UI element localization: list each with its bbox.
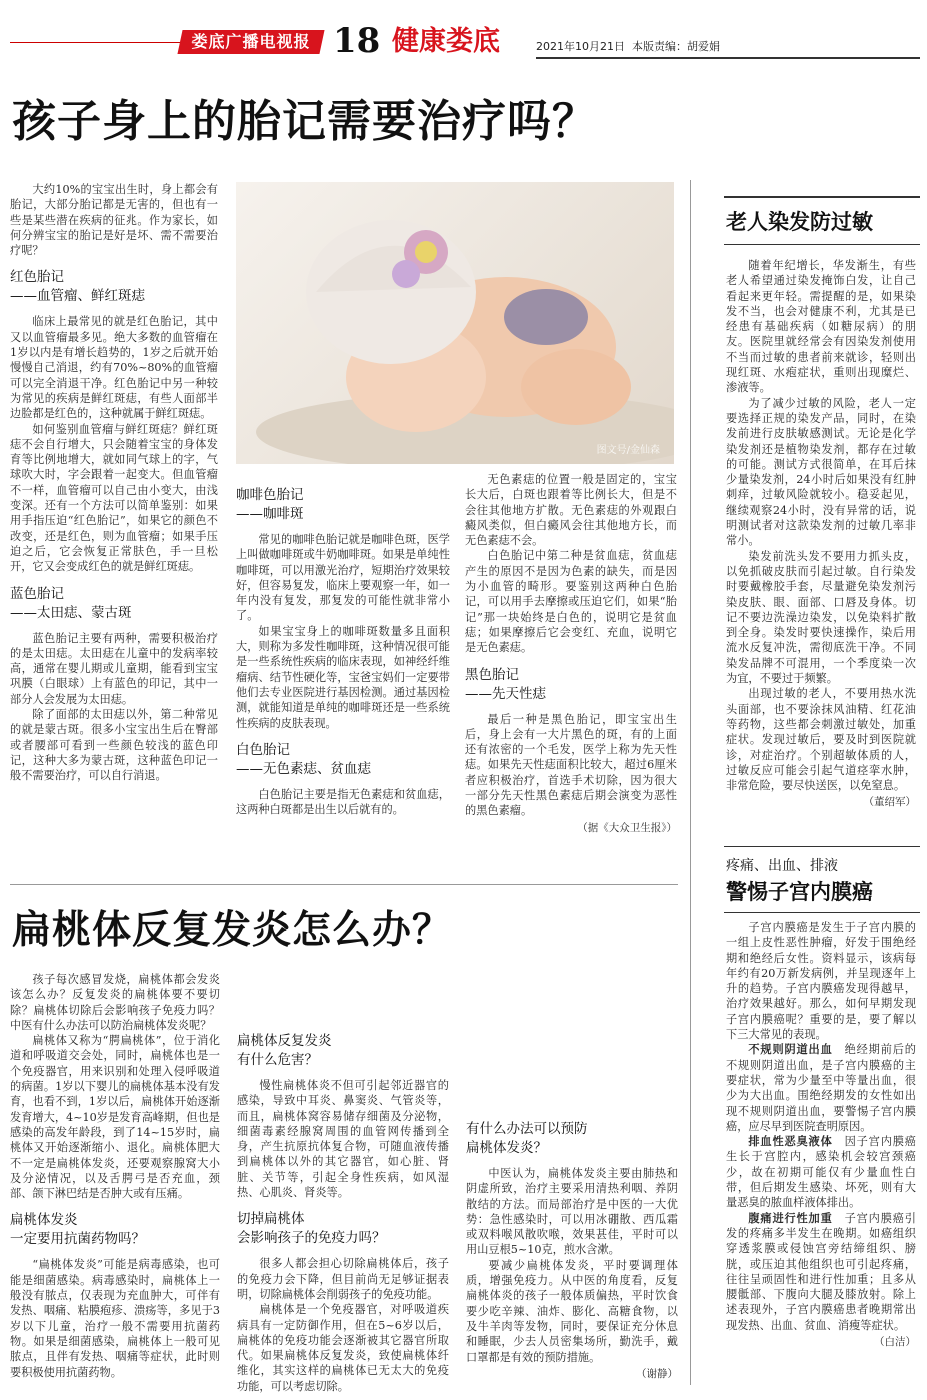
paragraph: 白色胎记中第二种是贫血痣，贫血痣产生的原因不是因为色素的缺失，而是因为小血管的畸形。要鉴别这两种白色胎记，可以用手去摩擦或压迫它们，如果“胎记”那一块始终是白色的，说明它是贫血痣；如果摩擦后它会变红、充血，说明它是无色素痣。 <box>465 549 677 655</box>
paragraph: 临床上最常见的就是红色胎记，其中又以血管瘤最多见。绝大多数的血管瘤在1岁以内是有增长趋势的，1岁之后就开始慢慢自己消退，约有70%~80%的血管瘤可以完全消退干净。红色胎记中另一种较为常见的疾病是鲜红斑痣，有些人面部半边脸都是红色的，这种就属于鲜红斑痣。 <box>10 315 218 421</box>
article4-col2 <box>237 972 449 1394</box>
section-heading-harm <box>237 1032 449 1070</box>
article4-col3 <box>466 1110 678 1382</box>
article1-credit: （据《大众卫生报》） <box>577 821 677 834</box>
paragraph: 如果宝宝身上的咖啡斑数量多且面积大，则称为多发性咖啡斑，这种情况很可能是一些系统性疾病的临床表现，如神经纤维瘤病、结节性硬化等，宝爸宝妈们一定要带他们去专业医院进行基因检测。通过基因检测，就能知道是单纯的咖啡斑还是一些系统性疾病的皮肤表现。 <box>236 624 450 730</box>
issue-date: 2021年10月21日 <box>536 40 625 53</box>
paragraph: 为了减少过敏的风险，老人一定要选择正规的染发产品，同时，在染发前进行皮肤敏感测试。无论是化学染发剂还是植物染发剂，都存在过敏的可能。测试方式很简单，在耳后抹少量染发剂，24小时后如果没有红肿刺痒，过敏风险就较小。稳妥起见，继续观察24小时，没有异常的话，说明测试者对这款染发剂的过敏几率非常小。 <box>726 396 916 548</box>
heading-text: 红色胎记 <box>10 269 64 286</box>
article4-title: 扁桃体反复发炎怎么办？ <box>12 908 453 953</box>
article4-top-rule <box>10 884 678 885</box>
paragraph: 蓝色胎记主要有两种，需要积极治疗的是太田痣。太田痣在儿童中的发病率较高，通常在婴儿期或儿童期，能看到宝宝巩膜（白眼球）上有蓝色的印记，其中一部分人会发展为太田痣。 <box>10 631 218 706</box>
article2-title-rule <box>724 244 920 245</box>
baby-photo <box>236 182 674 464</box>
heading-text: 白色胎记 <box>236 741 290 758</box>
page-number: 18 <box>333 21 381 61</box>
section-heading-antibiotics <box>10 1211 220 1249</box>
article3-body <box>726 920 916 1350</box>
heading-line2: 有什么危害？ <box>237 1052 318 1068</box>
item-text: 子宫内膜癌引发的疼痛多半发生在晚期。如癌组织穿透浆膜或侵蚀宫旁结缔组织、膀胱，或压迫其他组织也可引起疼痛，往往呈顽固性和进行性加重；且多从腰骶部、下腹向大腿及膝放射。除上述表现外，子宫内膜癌患者晚期常出现发热、出血、贫血、消瘦等症状。 <box>726 1211 916 1332</box>
paragraph: 孩子每次感冒发烧，扁桃体都会发炎该怎么办？反复发炎的扁桃体要不要切除？扁桃体切除后会影响孩子免疫力吗？中医有什么办法可以防治扁桃体发炎呢？ <box>10 973 220 1032</box>
paragraph: 中医认为，扁桃体发炎主要由肺热和阴虚所致，治疗主要采用清热利咽、养阴散结的方法。而局部治疗是中医的一大优势：急性感染时，可以用冰硼散、西瓜霜或双料喉风散吹喉，效果甚佳，平时可以用山豆根5~10克，煎水含漱。 <box>466 1167 678 1257</box>
paragraph: 随着年纪增长，华发渐生，有些老人希望通过染发掩饰白发，让自己看起来更年轻。需提醒的是，如果染发不当，也会对健康不利，尤其是已经患有基础疾病（如糖尿病）的朋友。医院里就经常会有因染发剂使用不当而过敏的患者前来就诊，轻则出现红斑、水疱症状，重则出现糜烂、渗液等。 <box>726 259 916 395</box>
heading-line1: 有什么办法可以预防 <box>466 1121 588 1137</box>
paragraph: 子宫内膜癌是发生于子宫内膜的一组上皮性恶性肿瘤，好发于围绝经期和绝经后女性。资料显示，该病每年约有20万新发病例，并呈现逐年上升的趋势。子宫内膜癌发现得越早，治疗效果越好。那么，如何早期发现子宫内膜癌呢？重要的是，要了解以下三大常见的表现。 <box>726 921 916 1042</box>
paragraph: 扁桃体是一个免疫器官，对呼吸道疾病具有一定防御作用，但在5~6岁以后，扁桃体的免疫功能会逐渐被其它器官所取代。如果扁桃体反复发炎，致使扁桃体纤维化，其实这样的扁桃体已无太大的免疫功能，可以考虑切除。 <box>237 1303 449 1393</box>
subheading-text: ——先天性痣 <box>465 685 546 702</box>
article2-top-rule <box>724 196 920 198</box>
item-lead: 腹痛进行性加重 <box>748 1211 833 1225</box>
article3-title: 警惕子宫内膜癌 <box>726 880 873 904</box>
paragraph <box>726 1134 916 1210</box>
heading-line1: 切掉扁桃体 <box>237 1211 305 1228</box>
paragraph: 除了面部的太田痣以外，第二种常见的就是蒙古斑。很多小宝宝出生后在臀部或者腰部可看到一些颜色较浅的蓝色印记，这种大多为蒙古斑，这种蓝色印记一般不需要治疗，可以自行消退。 <box>10 708 218 783</box>
photo-caption: 图文号/金仙森 <box>596 445 660 456</box>
paragraph: 很多人都会担心切除扁桃体后，孩子的免疫力会下降，但目前尚无足够证据表明，切除扁桃体会削弱孩子的免疫功能。 <box>237 1257 449 1301</box>
paragraph: 如何鉴别血管瘤与鲜红斑痣？鲜红斑痣不会自行增大，只会随着宝宝的身体发育等比例地增大，就如同气球上的字，气球吹大时，字会跟着一起变大。但血管瘤不一样，血管瘤可以自己由小变大，由浅变深。还有一个方法可以简单鉴别：如果用手指压迫“红色胎记”，如果它的颜色不改变，还是红色，则为血管瘤；如果手压迫之后，它会恢复正常肤色，手一旦松开，它又会变成红色的就是鲜红斑痣。 <box>10 422 218 574</box>
article1-title: 孩子身上的胎记需要治疗吗？ <box>12 96 597 147</box>
section-heading-black <box>465 666 677 704</box>
heading-line1: 扁桃体发炎 <box>10 1212 78 1229</box>
section-heading-blue <box>10 585 218 623</box>
section-heading-white <box>236 741 450 779</box>
heading-text: 蓝色胎记 <box>10 585 64 602</box>
heading-line2: 会影响孩子的免疫力吗？ <box>237 1230 386 1247</box>
item-lead: 排血性恶臭液体 <box>748 1135 833 1149</box>
section-heading-red <box>10 268 218 306</box>
subheading-text: ——血管瘤、鲜红斑痣 <box>10 288 145 305</box>
heading-line1: 扁桃体反复发炎 <box>237 1033 332 1049</box>
paragraph: 最后一种是黑色胎记，即宝宝出生后，身上会有一大片黑色的斑，有的上面还有浓密的一个毛发，医学上称为先天性痣。如果先天性痣面积比较大，超过6厘米者应积极治疗，首选手术切除，因为很大一部分先天性黑色素痣后期会演变为恶性的黑色素瘤。 <box>465 712 677 818</box>
paragraph: 扁桃体又称为“腭扁桃体”，位于消化道和呼吸道交会处，同时，扁桃体也是一个免疫器官，用来识别和处理入侵呼吸道的病菌。1岁以下婴儿的扁桃体基本没有发育，也看不到，1岁以后，扁桃体开始逐渐发育增大，4~10岁是发育高峰期，但也是感染的高发年龄段，到了14~15岁时，扁桃体又开始逐渐缩小、退化。扁桃体肥大不一定是扁桃体发炎，还要观察腺窝大小及分泌情况，以及舌腭弓是否充血，颈部、颌下淋巴结是否肿大或有压痛。 <box>10 1034 220 1201</box>
baby-illustration <box>236 182 674 464</box>
paragraph: 染发前洗头发不要用力抓头皮，以免抓破皮肤而引起过敏。自行染发时要戴橡胶手套，尽量避免染发剂污染皮肤、眼、面部、口唇及身体。切记不要边洗澡边染发，以免染料扩散到全身。染发时要快速操作，染后用流水反复冲洗，需彻底洗干净。不同染发品牌不可混用，一个季度染一次为宜，不要过于频繁。 <box>726 549 916 686</box>
paragraph: 常见的咖啡色胎记就是咖啡色斑，医学上叫做咖啡斑或牛奶咖啡斑。如果是单纯性咖啡斑，可以用激光治疗，短期治疗效果较好，但容易复发，临床上要观察一年，如一年内没有复发，那复发的可能性就非常小了。 <box>236 533 450 623</box>
paragraph: “扁桃体发炎”可能是病毒感染，也可能是细菌感染。病毒感染时，扁桃体上一般没有脓点，仅表现为充血肿大，可伴有发热、咽痛、粘膜疱疹、溃疡等，多见于3岁以下儿童，治疗一般不需要用抗菌药物。如果是细菌感染，扁桃体上一般可见脓点，且伴有发热、咽痛等症状，此时则要积极使用抗菌药物。 <box>10 1258 220 1379</box>
article3-credit: （白洁） <box>874 1336 916 1349</box>
heading-line2: 扁桃体发炎？ <box>466 1140 547 1156</box>
subheading-text: ——咖啡斑 <box>236 506 304 522</box>
section-heading-coffee <box>236 486 450 524</box>
article2-credit: （董绍军） <box>863 796 916 809</box>
article1-col2 <box>236 482 450 817</box>
heading-line2: 一定要用抗菌药物吗？ <box>10 1231 145 1248</box>
article4-credit: （谢静） <box>636 1367 678 1380</box>
heading-text: 黑色胎记 <box>465 666 519 683</box>
section-heading-prevention <box>466 1120 678 1158</box>
editor-label: 本版责编：胡爱娟 <box>632 40 720 53</box>
paragraph: 出现过敏的老人，不要用热水洗头面部，也不要涂抹风油精、红花油等药物，这些都会刺激过敏处，加重症状。发现过敏后，要及时到医院就诊，对症治疗。个别超敏体质的人，过敏反应可能会引起气道痉挛水肿，非常危险，要尽快送医，以免窒息。 <box>726 687 916 793</box>
paragraph <box>726 1211 916 1333</box>
subheading-text: ——无色素痣、贫血痣 <box>236 760 371 777</box>
masthead-line <box>10 42 180 43</box>
section-title: 健康娄底 <box>392 26 500 57</box>
item-lead: 不规则阴道出血 <box>748 1043 833 1057</box>
masthead-rule <box>536 57 920 59</box>
article3-title-rule <box>724 912 920 913</box>
article1-intro: 大约10%的宝宝出生时，身上都会有胎记，大部分胎记都是无害的，但也有一些是某些潜在疾病的征兆。作为家长，如何分辨宝宝的胎记是好是坏、需不需要治疗呢？ <box>10 183 218 258</box>
subheading-text: ——太田痣、蒙古斑 <box>10 604 132 621</box>
item-text: 因子宫内膜癌生长于宫腔内，感染机会较宫颈癌少，故在初期可能仅有少量血性白带，但后期发生感染、坏死，则有大量恶臭的脓血样液体排出。 <box>726 1135 916 1210</box>
article3-kicker: 疼痛、出血、排液 <box>726 858 838 874</box>
heading-text: 咖啡色胎记 <box>236 487 304 503</box>
article4-col1 <box>10 972 220 1380</box>
paragraph <box>726 1042 916 1134</box>
masthead <box>0 0 927 62</box>
article1-col3 <box>465 472 677 836</box>
section-heading-immunity <box>237 1210 449 1248</box>
paragraph: 要减少扁桃体发炎，平时要调理体质，增强免疫力。从中医的角度看，反复扁桃体炎的孩子一般体质偏热，平时饮食要少吃辛辣、油炸、膨化、高糖食物，以及牛羊肉等发物，同时，要保证充分休息和睡眠，少去人员密集场所，勤洗手，戴口罩都是有效的预防措施。 <box>466 1258 678 1364</box>
item-text: 绝经期前后的不规则阴道出血，是子宫内膜癌的主要症状，常为少量至中等量出血，很少为大出血。围绝经期发的女性如出现不规则阴道出血，要警惕子宫内膜癌，应尽早到医院查明原因。 <box>726 1043 916 1133</box>
article1-col1 <box>10 182 218 784</box>
article2-body <box>726 258 916 811</box>
paragraph: 白色胎记主要是指无色素痣和贫血痣，这两种白斑都是出生以后就有的。 <box>236 787 450 817</box>
vertical-divider <box>690 180 691 1385</box>
paragraph: 慢性扁桃体炎不但可引起邻近器官的感染，导致中耳炎、鼻窦炎、气管炎等，而且，扁桃体窝容易储存细菌及分泌物，细菌毒素经腺窝周围的血管网传播到全身，产生抗原抗体复合物，可随血液传播到扁桃体以外的其它器官，如心脏、肾脏、关节等，引起全身性疾病，如风湿热、心肌炎、肾炎等。 <box>237 1079 449 1200</box>
paper-name: 娄底广播电视报 <box>191 32 311 51</box>
article2-title: 老人染发防过敏 <box>726 210 873 234</box>
article3-top-rule <box>724 846 920 847</box>
paragraph: 无色素痣的位置一般是固定的，宝宝长大后，白斑也跟着等比例长大，但是不会往其他地方扩散。无色素痣的外观跟白癜风类似，但白癜风会往其他地方长，而无色素痣不会。 <box>465 473 677 548</box>
